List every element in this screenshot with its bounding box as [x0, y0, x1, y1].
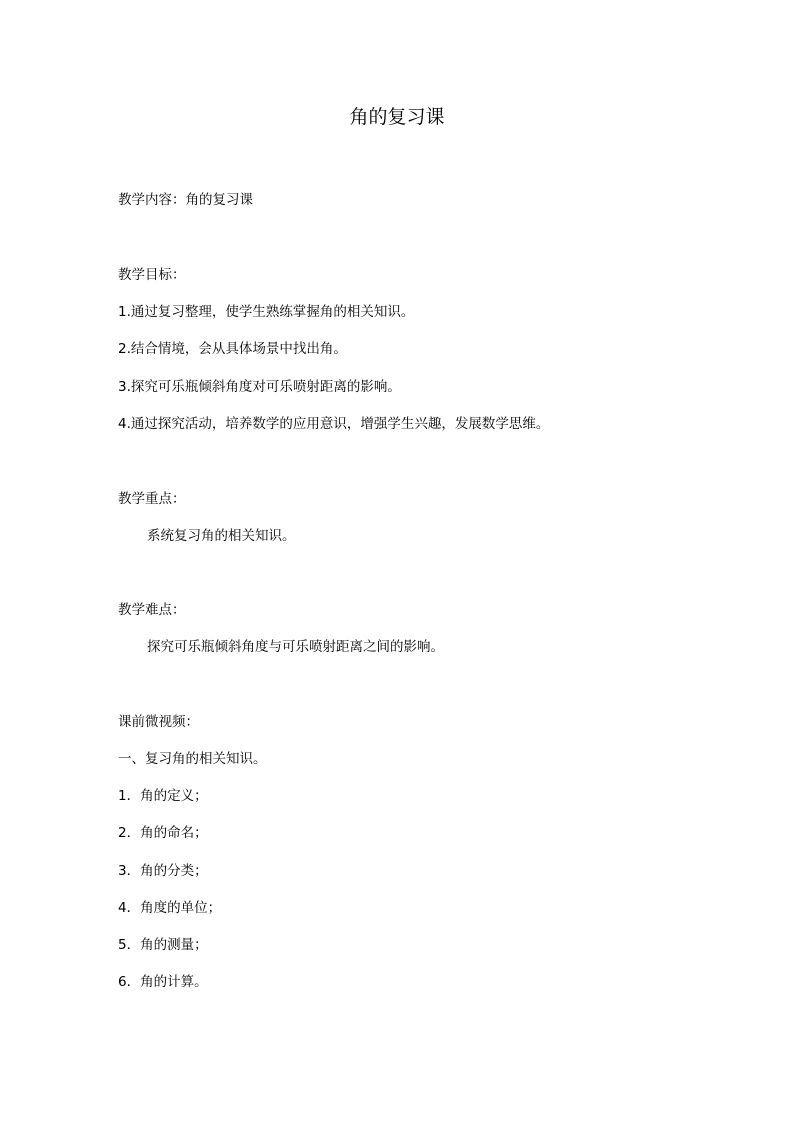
micro-video-item: 6．角的计算。 [118, 974, 208, 990]
key-point-heading: 教学重点： [118, 491, 186, 507]
micro-video-section: 一、复习角的相关知识。 [118, 751, 267, 767]
key-point-text: 系统复习角的相关知识。 [147, 528, 296, 544]
document-title: 角的复习课 [349, 106, 445, 128]
objectives-heading: 教学目标： [118, 267, 186, 283]
difficulty-text: 探究可乐瓶倾斜角度与可乐喷射距离之间的影响。 [147, 639, 444, 655]
difficulty-heading: 教学难点： [118, 602, 186, 618]
micro-video-item: 2．角的命名； [118, 825, 208, 841]
teaching-content-line: 教学内容：角的复习课 [118, 192, 253, 208]
objective-item: 3.探究可乐瓶倾斜角度对可乐喷射距离的影响。 [118, 379, 401, 395]
micro-video-item: 1．角的定义； [118, 788, 208, 804]
micro-video-item: 3．角的分类； [118, 863, 208, 879]
micro-video-item: 5．角的测量； [118, 937, 208, 953]
objective-item: 2.结合情境，会从具体场景中找出角。 [118, 341, 347, 357]
objective-item: 1.通过复习整理，使学生熟练掌握角的相关知识。 [118, 304, 415, 320]
micro-video-item: 4．角度的单位； [118, 900, 222, 916]
micro-video-heading: 课前微视频： [118, 714, 199, 730]
objective-item: 4.通过探究活动，培养数学的应用意识，增强学生兴趣，发展数学思维。 [118, 416, 550, 432]
